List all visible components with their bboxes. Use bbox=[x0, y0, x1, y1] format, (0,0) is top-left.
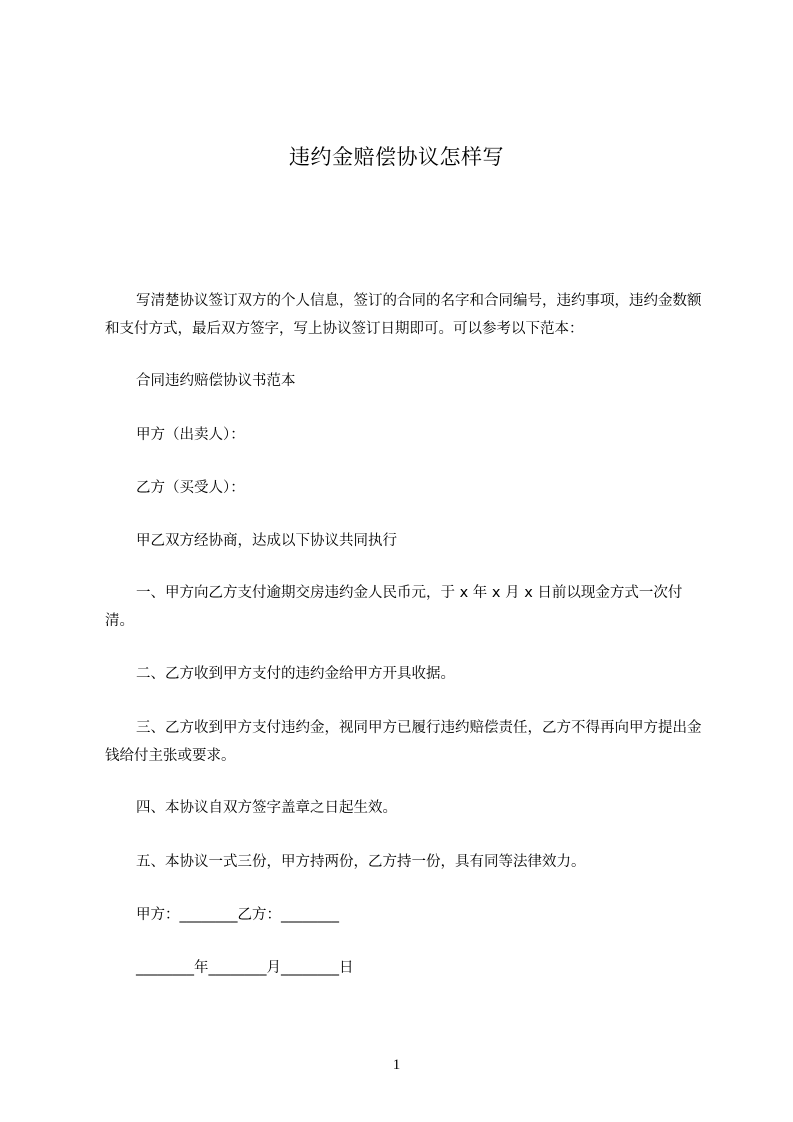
signature-line: 甲方：________乙方：________ bbox=[136, 907, 339, 923]
clause-1: 一、甲方向乙方支付逾期交房违约金人民币元，于 x 年 x 月 x 日前以现金方式一次付清。 bbox=[105, 585, 683, 629]
clause-5: 五、本协议一式三份，甲方持两份，乙方持一份，具有同等法律效力。 bbox=[136, 854, 586, 870]
clause-3: 三、乙方收到甲方支付违约金，视同甲方已履行违约赔偿责任，乙方不得再向甲方提出金钱给付主张或要求。 bbox=[105, 720, 702, 764]
page-number: 1 bbox=[392, 1057, 401, 1073]
intro-paragraph: 写清楚协议签订双方的个人信息，签订的合同的名字和合同编号，违约事项，违约金数额和支付方式，最后双方签字，写上协议签订日期即可。可以参考以下范本： bbox=[105, 293, 702, 337]
sample-title: 合同违约赔偿协议书范本 bbox=[136, 373, 296, 389]
date-line: ________年________月________日 bbox=[136, 960, 354, 976]
agreement-intro: 甲乙双方经协商，达成以下协议共同执行 bbox=[136, 533, 397, 549]
party-a-line: 甲方（出卖人）： bbox=[136, 427, 245, 443]
clause-2: 二、乙方收到甲方支付的违约金给甲方开具收据。 bbox=[136, 666, 455, 682]
party-b-line: 乙方（买受人）： bbox=[136, 480, 245, 496]
document-title: 违约金赔偿协议怎样写 bbox=[289, 145, 504, 169]
clause-4: 四、本协议自双方签字盖章之日起生效。 bbox=[136, 800, 397, 816]
